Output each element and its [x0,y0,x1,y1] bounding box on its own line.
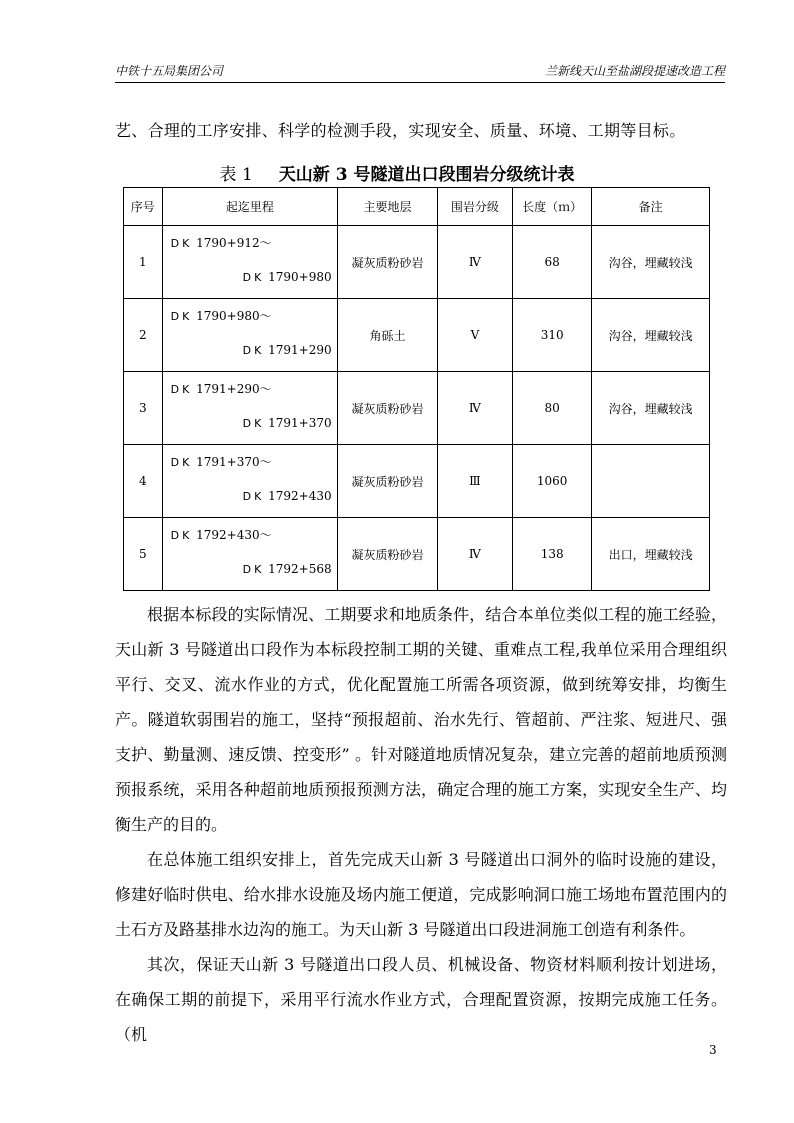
col-header-no: 序号 [124,188,163,226]
cell-no: 1 [124,226,163,299]
mileage-to: 1790+980 [268,270,332,284]
mileage-from: 1792+430～ [196,528,272,542]
cell-stratum: 凝灰质粉砂岩 [338,445,438,518]
mileage-to: 1791+290 [268,343,332,357]
dk-prefix: DK [170,237,193,250]
cell-stratum: 凝灰质粉砂岩 [338,372,438,445]
col-header-grade: 围岩分级 [437,188,512,226]
mileage-to: 1792+430 [268,489,332,503]
cell-grade: Ⅳ [437,518,512,591]
body-text [115,597,727,1052]
cell-length: 310 [512,299,591,372]
header-company: 中铁十五局集团公司 [115,64,224,78]
table-title: 天山新 3 号隧道出口段围岩分级统计表 [278,165,575,185]
col-header-note: 备注 [592,188,710,226]
paragraph: 根据本标段的实际情况、工期要求和地质条件，结合本单位类似工程的施工经验，天山新 3 号隧道出口段作为本标段控制工期的关键、重难点工程,我单位采用合理组织平行、交叉、流水作业的方式，优化配置施工所需各项资源，做到统筹安排，均衡生产。隧道软弱围岩的施工，坚持“预报超前、治水先行、管超前、严注浆、短进尺、强支护、勤量测、速反馈、控变形” 。针对隧道地质情况复杂，建立完善的超前地质预测预报系统，采用各种超前地质预报预测方法，确定合理的施工方案，实现安全生产、均衡生产的目的。 [115,605,727,834]
cell-note: 沟谷，埋藏较浅 [592,372,710,445]
table-number: 表 1 [219,165,253,185]
mileage-to: 1792+568 [268,562,332,576]
cell-mileage [162,299,338,372]
paragraph: 其次，保证天山新 3 号隧道出口段人员、机械设备、物资材料顺利按计划进场，在确保工期的前提下，采用平行流水作业方式，合理配置资源，按期完成施工任务。（机 [115,955,727,1044]
cell-note [592,445,710,518]
cell-grade: Ⅳ [437,372,512,445]
dk-prefix: DK [242,344,265,357]
cell-mileage [162,518,338,591]
cell-mileage [162,445,338,518]
cell-mileage [162,226,338,299]
cell-stratum: 角砾土 [338,299,438,372]
mileage-from: 1791+290～ [196,382,272,396]
cell-length: 80 [512,372,591,445]
dk-prefix: DK [170,529,193,542]
lead-line: 艺、合理的工序安排、科学的检测手段，实现安全、质量、环境、工期等目标。 [115,121,686,140]
table-row [124,372,710,445]
table-row [124,299,710,372]
table-row [124,445,710,518]
mileage-to: 1791+370 [268,416,332,430]
rock-grade-table [123,187,710,591]
header-project: 兰新线天山至盐湖段提速改造工程 [544,64,725,78]
dk-prefix: DK [170,383,193,396]
col-header-length: 长度（ｍ） [512,188,591,226]
dk-prefix: DK [242,417,265,430]
cell-note: 沟谷，埋藏较浅 [592,299,710,372]
cell-grade: Ⅴ [437,299,512,372]
cell-grade: Ⅲ [437,445,512,518]
cell-no: 2 [124,299,163,372]
dk-prefix: DK [242,271,265,284]
cell-length: 1060 [512,445,591,518]
cell-grade: Ⅳ [437,226,512,299]
page-header [115,60,725,83]
mileage-from: 1790+980～ [196,309,272,323]
cell-mileage [162,372,338,445]
table-row [124,226,710,299]
cell-stratum: 凝灰质粉砂岩 [338,518,438,591]
mileage-from: 1790+912～ [196,236,272,250]
cell-note: 沟谷，埋藏较浅 [592,226,710,299]
paragraph: 在总体施工组织安排上，首先完成天山新 3 号隧道出口洞外的临时设施的建设，修建好临时供电、给水排水设施及场内施工便道，完成影响洞口施工场地布置范围内的土石方及路基排水边沟的施工。为天山新 3 号隧道出口段进洞施工创造有利条件。 [115,850,727,939]
dk-prefix: DK [242,563,265,576]
dk-prefix: DK [170,456,193,469]
col-header-mileage: 起迄里程 [162,188,338,226]
table-row [124,518,710,591]
dk-prefix: DK [170,310,193,323]
col-header-stratum: 主要地层 [338,188,438,226]
cell-note: 出口，埋藏较浅 [592,518,710,591]
mileage-from: 1791+370～ [196,455,272,469]
cell-length: 68 [512,226,591,299]
cell-length: 138 [512,518,591,591]
cell-no: 4 [124,445,163,518]
cell-no: 5 [124,518,163,591]
cell-no: 3 [124,372,163,445]
table-caption [0,160,794,185]
table-header-row [124,188,710,226]
dk-prefix: DK [242,490,265,503]
cell-stratum: 凝灰质粉砂岩 [338,226,438,299]
page-number: 3 [709,1043,717,1057]
